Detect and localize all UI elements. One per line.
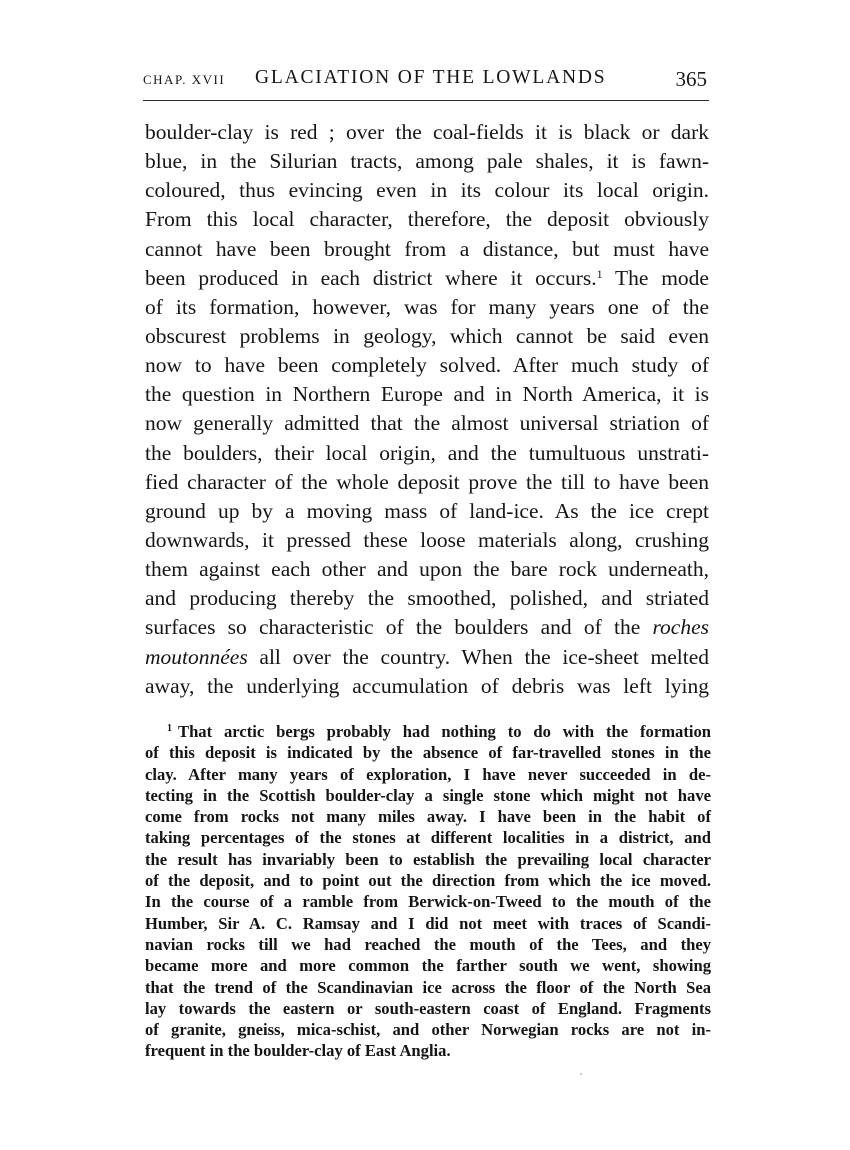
running-title: GLACIATION OF THE LOWLANDS [255,67,607,88]
body-line: the question in Northern Europe and in North America, it is [145,382,709,407]
body-line-text: all over the country. When the ice-sheet melted [259,644,709,669]
footnote-line: frequent in the boulder-clay of East Anglia. [145,1041,451,1061]
body-line: fied character of the whole deposit prove the till to have been [145,469,709,494]
footnote-line: tecting in the Scottish boulder-clay a single stone which might not have [145,785,711,805]
chapter-label: CHAP. XVII [143,72,226,87]
body-line: boulder-clay is red ; over the coal-fields it is black or dark [145,120,709,144]
body-text [145,118,709,701]
body-line-text: been produced in each district where it occurs. [145,265,597,290]
italic-term: roches [652,615,710,640]
footnote-reference-marker: 1 [596,266,603,281]
body-line: obscurest problems in geology, which cannot be said even [145,323,709,348]
body-line: downwards, it pressed these loose materials along, crushing [145,527,709,552]
body-line: blue, in the Silurian tracts, among pale shales, it is fawn- [145,149,709,174]
footnote [145,721,711,1062]
footnote-line: come from rocks not many miles away. I have been in the habit of [145,807,711,827]
running-head [143,62,709,96]
footnote-line: of granite, gneiss, mica-schist, and other Norwegian rocks are not in- [145,1020,711,1040]
body-line [145,643,709,672]
footnote-line: of this deposit is indicated by the absence of far-travelled stones in the [145,743,711,763]
body-line: From this local character, therefore, the deposit obviously [145,207,709,232]
footnote-line [145,721,711,742]
footnote-line: of the deposit, and to point out the direction from which the ice moved. [145,871,711,891]
footnote-line: In the course of a ramble from Berwick-on-Tweed to the mouth of the [145,892,711,912]
body-line: of its formation, however, was for many years one of the [145,294,709,319]
paper-speck [580,1073,582,1075]
body-line [145,264,709,293]
body-line-text: The mode [615,265,709,290]
footnote-line-text: That arctic bergs probably had nothing to do with the formation [178,722,711,741]
italic-term: moutonnées [145,644,248,669]
body-line: them against each other and upon the bare rock underneath, [145,557,709,582]
footnote-line: that the trend of the Scandinavian ice across the floor of the North Sea [145,977,711,997]
footnote-number: 1 [167,723,172,734]
footnote-line: clay. After many years of exploration, I have never succeeded in de- [145,764,711,784]
footnote-line: navian rocks till we had reached the mouth of the Tees, and they [145,934,711,954]
body-line: and producing thereby the smoothed, polished, and striated [145,586,709,611]
footnote-line: the result has invariably been to establish the prevailing local character [145,849,711,869]
body-line [145,613,709,642]
page-number: 365 [675,67,707,91]
footnote-line: taking percentages of the stones at different localities in a district, and [145,828,711,848]
body-line: coloured, thus evincing even in its colour its local origin. [145,178,709,203]
body-line: the boulders, their local origin, and the tumultuous unstrati- [145,440,709,465]
body-line: now generally admitted that the almost universal striation of [145,411,709,436]
footnote-line: Humber, Sir A. C. Ramsay and I did not meet with traces of Scandi- [145,913,711,933]
footnote-line: lay towards the eastern or south-eastern coast of England. Fragments [145,998,711,1018]
body-line: cannot have been brought from a distance, but must have [145,236,709,261]
header-rule [143,100,709,101]
body-line: ground up by a moving mass of land-ice. As the ice crept [145,498,709,523]
footnote-line: became more and more common the farther south we went, showing [145,956,711,976]
body-line: now to have been completely solved. After much study of [145,353,709,378]
body-line: away, the underlying accumulation of debris was left lying [145,673,709,698]
body-line-text: surfaces so characteristic of the boulders and of the [145,615,641,640]
